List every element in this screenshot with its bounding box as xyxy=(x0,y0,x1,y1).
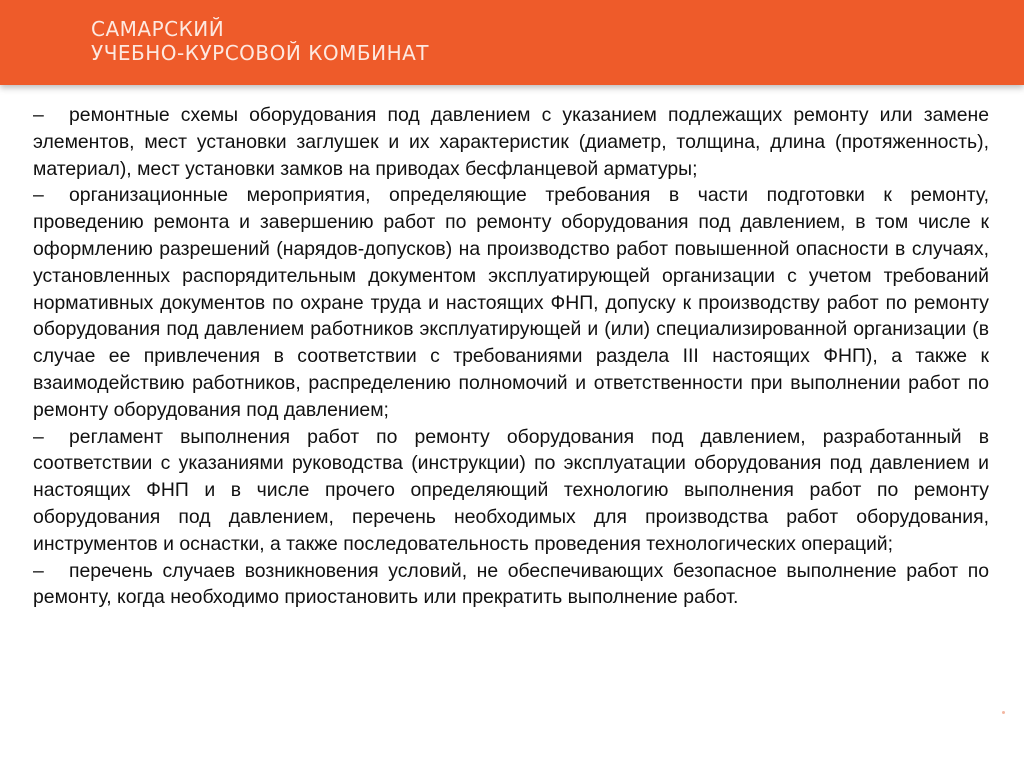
list-item xyxy=(33,102,989,182)
list-item xyxy=(33,424,989,558)
header-bar xyxy=(0,0,1024,85)
brand-line-2: УЧЕБНО-КУРСОВОЙ КОМБИНАТ xyxy=(91,41,430,65)
list-item xyxy=(33,558,989,612)
item-dash: – xyxy=(33,559,44,582)
brand-line-1: САМАРСКИЙ xyxy=(91,17,225,41)
decorative-dot xyxy=(1002,711,1005,714)
item-text: регламент выполнения работ по ремонту оборудования под давлением, разработанный в соответствии с указаниями руководства (инструкции) по эксплуатации оборудования под давлением и настоящих ФНП и в числе прочего определяющий технологию выполнения работ по ремонту оборудования под давлением, перечень необходимых для производства работ оборудования, инструментов и оснастки, а также последовательность проведения технологических операций; xyxy=(33,425,989,555)
item-dash: – xyxy=(33,425,44,448)
brand-logo-text xyxy=(91,17,429,65)
item-text: перечень случаев возникновения условий, не обеспечивающих безопасное выполнение работ по ремонту, когда необходимо приостановить или прекратить выполнение работ. xyxy=(33,559,989,609)
item-dash: – xyxy=(33,104,44,126)
document-body xyxy=(33,102,989,611)
item-text: ремонтные схемы оборудования под давлением с указанием подлежащих ремонту или замене элементов, мест установки заглушек и их характеристик (диаметр, толщина, длина (протяженность), материал), мест установки замков на приводах бесфланцевой арматуры; xyxy=(33,104,989,180)
item-text: организационные мероприятия, определяющие требования в части подготовки к ремонту, проведению ремонта и завершению работ по ремонту оборудования под давлением, в том числе к оформлению разрешений (нарядов-допусков) на производство работ повышенной опасности в случаях, установленных распорядительным документом эксплуатирующей организации с учетом требований нормативных документов по охране труда и настоящих ФНП, допуску к производству работ по ремонту оборудования под давлением работников эксплуатирующей и (или) специализированной организации (в случае ее привлечения в соответствии с требованиями раздела III настоящих ФНП), а также к взаимодействию работников, распределению полномочий и ответственности при выполнении работ по ремонту оборудования под давлением; xyxy=(33,184,989,421)
list-item xyxy=(33,182,989,423)
item-dash: – xyxy=(33,184,44,207)
